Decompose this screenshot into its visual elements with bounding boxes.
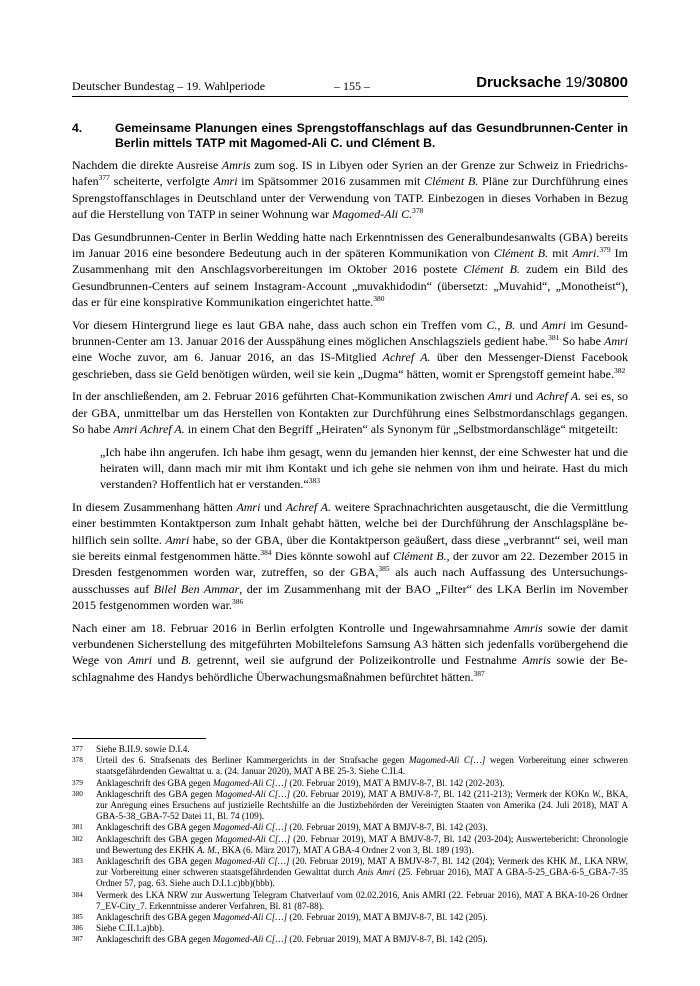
text-run: In der anschließenden, am 2. Februar 2016 geführten Chat-Kommunikation zwischen: [72, 389, 488, 404]
footnote: [72, 856, 628, 890]
page-header: [72, 76, 628, 97]
footnote-number: 387: [72, 935, 83, 944]
text-run: (20. Februar 2019), MAT A BMJV-8-7, Bl. 142 (205).: [287, 912, 488, 923]
text-run: , der im Zusammenhang mit der BAO „Filter“ des LKA Berlin im November 2015 festgenommen worden war.: [72, 581, 628, 613]
paragraph-6: [72, 620, 628, 686]
name-run: Bilel Ben Ammar: [153, 581, 240, 596]
name-run: Amri: [236, 499, 261, 514]
footnote-number: 385: [72, 913, 83, 922]
page-number: – 155 –: [334, 79, 370, 93]
document-number: [476, 74, 628, 91]
footnote-text: [96, 923, 628, 934]
section-number: 4.: [72, 121, 83, 135]
name-run: Amri: [487, 389, 512, 404]
text-run: im Gesundbrunnen-Center am 13. Januar 2016 der Ausspähung eines möglichen Anschlagsziels gedient habe.: [72, 317, 629, 349]
name-run: Amri: [165, 532, 190, 547]
text-run: Siehe B.II.9. sowie D.I.4.: [96, 744, 190, 754]
block-quote: [100, 444, 628, 493]
footnote-text: [96, 778, 628, 789]
name-run: Achref A.: [285, 499, 331, 514]
footnote-ref: 387: [473, 668, 485, 678]
paragraph-4: [72, 388, 628, 437]
text-run: , BKA (6. März 2017), MAT A GBA-4 Ordner 2 von 3, Bl. 189 (193).: [217, 844, 474, 855]
footnote-text: [96, 834, 628, 856]
name-run: Amri: [541, 317, 566, 332]
footnote: [72, 934, 628, 945]
name-run: Amri: [213, 174, 238, 189]
footnote-ref: 382: [613, 365, 626, 375]
name-run: B.: [180, 653, 192, 668]
name-run: Amris: [522, 653, 551, 668]
text-run: , der zuvor am 22. Dezember 2015 in Dresden festgenommen worden war, zutreffen, so der GBA,: [72, 548, 628, 580]
footnote-ref: 378: [412, 206, 424, 216]
footnote-ref: 385: [378, 564, 390, 574]
text-run: sowie der Beschlagnahme des Handys behördliche Überwachungsmaßnahmen befürchtet hätten.: [72, 653, 628, 684]
name-run: Clément B.: [424, 174, 479, 189]
text-run: Anklageschrift des GBA gegen: [96, 856, 215, 867]
footnote-ref: 377: [98, 173, 110, 183]
footnote-ref: 383: [308, 476, 320, 486]
footnote-number: 383: [72, 857, 83, 866]
text-run: habe, so der GBA, über die Kontaktperson geäußert, dass diese „verbrannt“ sei, weil man sie bereits einmal festgenommen hätte.: [72, 532, 628, 563]
name-run: Magomed-Ali C[…]: [212, 822, 288, 833]
footnote-ref: 384: [260, 547, 272, 557]
quote-text: „Ich habe ihn angerufen. Ich habe ihm gesagt, wenn du jemanden hier kennst, der eine Schwester hat und die heiraten will, dann mach mir mit ihm Kontakt und ich gehe sie nehmen von ihm und heirate. Hast du mich verstanden? Hoffentlich hat er verstanden.“: [100, 444, 628, 492]
text-run: (20. Februar 2019), MAT A BMJV-8-7, Bl. 142 (204); Vermerk des KHK: [289, 856, 570, 867]
name-run: Achref A.: [382, 350, 431, 365]
footnote-text: [96, 856, 628, 890]
name-run: Magomed-Ali C[…]: [215, 788, 291, 799]
name-run: Amri Achref A.: [113, 422, 185, 437]
text-run: Vor diesem Hintergrund liege es laut GBA nahe, dass auch schon ein Treffen vom: [72, 317, 487, 332]
text-run: zudem ein Bild des Gesundbrunnen-Centers auf seinem Instagram-Account „muvakhidodin“ (übersetzt: „Muvahid“, „Monotheist“), das er für eine konspirative Kommunikation eingerichtet hatte.: [72, 262, 628, 310]
footnote-text: [96, 934, 628, 945]
text-run: Nachdem die direkte Ausreise: [72, 158, 222, 172]
document-number-prefix: Drucksache: [476, 74, 566, 91]
name-run: Magomed-Ali C[…]: [212, 777, 288, 788]
name-run: Clément B.: [392, 548, 447, 563]
footnote-number: 382: [72, 834, 83, 843]
section-heading: [72, 121, 628, 151]
footnote-ref: 380: [373, 294, 385, 304]
text-run: im Spätsommer 2016 zusammen mit: [237, 174, 425, 189]
document-number-period: 19/: [565, 74, 587, 91]
name-run: M.: [569, 856, 580, 867]
footnote-divider: [72, 738, 206, 739]
footnote-list: [72, 744, 628, 946]
paragraph-3: [72, 317, 628, 383]
text-run: getrennt, weil sie aufgrund der Polizeikontrolle und Festnahme: [191, 653, 523, 668]
text-run: wegen Vorbereitung einer schweren staatsgefährdenden Gewalttat u. a. (24. Januar 2020), MAT A BE 25-3. Siehe C.II.4.: [96, 755, 628, 777]
footnote: [72, 923, 628, 934]
text-run: Das Gesundbrunnen-Center in Berlin Wedding hatte nach Erkenntnissen des Generalbundesanwalts (GBA) bereits im Januar 2016 eine besondere Bedeutung auch in der späteren Kommunikation von: [72, 229, 628, 261]
text-run: Anklageschrift des GBA gegen: [96, 788, 216, 799]
footnote-number: 378: [72, 756, 83, 765]
footnote-text: [96, 912, 628, 923]
header-left: Deutscher Bundestag – 19. Wahlperiode: [72, 79, 266, 93]
footnote: [72, 744, 628, 755]
text-run: und: [511, 389, 537, 404]
text-run: zum sog. IS in Libyen oder Syrien an der Grenze zur Schweiz in Friedrichshafen: [72, 158, 628, 189]
name-run: Magomed-Ali C[…]: [212, 912, 288, 923]
text-run: eine Woche zuvor, am 6. Januar 2016, an das IS-Mitglied: [72, 350, 383, 365]
text-run: Pläne zur Durchführung eines Sprengstoffanschlages in Deutschland unter der Verwendung von TATP. Einbezogen in dieses Vorhaben in Bezug auf die Herstellung von TATP in seiner Wohnung war: [72, 174, 629, 222]
text-run: Urteil des 6. Strafsenats des Berliner Kammergerichts in der Strafsache gegen: [96, 755, 409, 766]
footnote-text: [96, 890, 628, 912]
text-run: Anklageschrift des GBA gegen: [96, 912, 213, 923]
text-run: Anklageschrift des GBA gegen: [96, 934, 213, 945]
text-run: (20. Februar 2019), MAT A BMJV-8-7, Bl. 142 (203-204); Auswertebericht: Chronologie und Bewertung des EKHK: [96, 833, 629, 855]
text-run: ,: [497, 317, 505, 332]
section-title: Gemeinsame Planungen eines Sprengstoffanschlags auf das Gesundbrunnen-Center in Berlin mittels TATP mit Magomed-Ali C. und Clément B.: [115, 121, 628, 150]
name-run: Magomed-Ali C[…]: [408, 755, 486, 766]
text-run: So habe: [559, 334, 604, 349]
text-run: Anklageschrift des GBA gegen: [96, 822, 213, 833]
text-run: mit: [548, 246, 573, 261]
text-run: (20. Februar 2019), MAT A BMJV-8-7, Bl. 142 (211-213); Vermerk der KOKn: [290, 788, 593, 799]
text-run: Nach einer am 18. Februar 2016 in Berlin erfolgten Kontrolle und Ingewahrsamnahme: [72, 620, 515, 635]
footnote: [72, 834, 628, 856]
footnote: [72, 778, 628, 789]
text-run: Siehe C.II.1.a)bb).: [96, 923, 165, 934]
name-run: B.: [504, 317, 516, 332]
text-run: , BKA, zur Anregung eines Ersuchens auf justizielle Rechtshilfe an die Justizbehörden der Vereinigten Staaten von Amerika (24. Juli 2018), MAT A GBA-5-38_GBA-7-52 Datei 11, Bl. 74 (109).: [96, 788, 629, 822]
footnote-ref: 381: [548, 333, 560, 343]
text-run: scheiterte, verfolgte: [109, 174, 214, 189]
name-run: Amris: [221, 158, 251, 172]
footnote-number: 384: [72, 890, 83, 899]
text-run: und: [515, 317, 542, 332]
name-run: Clément B.: [463, 262, 520, 277]
footnote: [72, 912, 628, 923]
text-run: sowie der damit verbundenen Sicherstellung des mitgeführten Mobiltelefons Samsung A3 hätten sich jedenfalls vorübergehend die Wege von: [72, 620, 628, 668]
footnote: [72, 755, 628, 777]
name-run: Amri: [127, 653, 152, 668]
text-run: (20. Februar 2019), MAT A BMJV-8-7, Bl. 142 (202-203).: [287, 777, 505, 788]
text-run: über den Messenger-Dienst Facebook geschrieben, dass sie Geld benötigen würden, weil sie kein „Dugma“ hätten, womit er Sprengstoff gemeint habe.: [72, 350, 629, 381]
paragraph-5: [72, 499, 628, 614]
text-run: in einem Chat den Begriff „Heiraten“ als Synonym für „Selbstmordanschläge“ mitgeteilt:: [184, 422, 619, 437]
name-run: Magomed-Ali C[…]: [215, 833, 291, 844]
footnote-number: 380: [72, 789, 83, 798]
name-run: Amri: [572, 246, 597, 261]
text-run: (20. Februar 2019), MAT A BMJV-8-7, Bl. 142 (203).: [287, 822, 488, 833]
paragraph-2: [72, 229, 628, 311]
footnote-ref: 386: [231, 597, 244, 607]
name-run: Amri: [604, 334, 628, 349]
name-run: Clément B.: [493, 246, 549, 261]
name-run: C.: [486, 317, 498, 332]
footnote-number: 377: [72, 745, 83, 753]
name-run: W.: [592, 788, 602, 799]
name-run: Anis Amri: [357, 867, 396, 878]
paragraph-1: [72, 157, 628, 223]
name-run: A. M.: [197, 844, 218, 855]
text-run: .: [596, 246, 600, 261]
footnote: [72, 822, 628, 833]
footnote-text: [96, 755, 628, 777]
footnote-text: [96, 744, 628, 755]
text-run: weitere Sprachnachrichten ausgetauscht, die die Vermittlung einer bestimmten Kontaktperson zum Inhalt gehabt hätten, welche bei der Durchführung der Anschlagspläne behilflich sein sollte.: [72, 499, 629, 547]
text-run: und: [151, 653, 181, 668]
text-run: als auch nach Auffassung des Untersuchungsausschusses auf: [72, 565, 628, 596]
name-run: Achref A.: [536, 389, 582, 404]
footnote-number: 381: [72, 823, 83, 832]
text-run: Dies könnte sowohl auf: [271, 548, 393, 563]
text-run: Im Zusammenhang mit den Anschlagsvorbereitungen im Oktober 2016 postete: [72, 246, 628, 277]
footnote: [72, 890, 628, 912]
footnote-ref: 379: [599, 245, 611, 255]
document-number-id: 30800: [586, 74, 628, 91]
name-run: Magomed-Ali C[…]: [212, 934, 288, 945]
name-run: Magomed-Ali C[…]: [214, 856, 290, 867]
main-text: [72, 121, 628, 691]
footnote: [72, 789, 628, 823]
footnote-text: [96, 789, 628, 823]
text-run: Anklageschrift des GBA gegen: [96, 777, 213, 788]
text-run: sei es, so der GBA, unmittelbar um das Herstellen von Kontakten zur Durchführung eines Selbstmordanschlags gegangen. So habe: [72, 389, 629, 437]
text-run: Vermerk des LKA NRW zur Auswertung Telegram Chatverlauf vom 02.02.2016, Anis AMRI (22. Februar 2016), MAT A BKA-10-26 Ordner 7_EV-City_7. Erkenntnisse anderer Verfahren, Bl. 81 (87-88).: [96, 889, 628, 911]
footnote-number: 386: [72, 924, 83, 933]
text-run: (20. Februar 2019), MAT A BMJV-8-7, Bl. 142 (205).: [287, 934, 488, 945]
text-run: (25. Februar 2016), MAT A GBA-5-25_GBA-6-5_GBA-7-35 Ordner 57, pag. 63. Siehe auch D.I.1.c)bb)(bbb).: [96, 867, 629, 889]
text-run: und: [260, 499, 286, 514]
footnote-number: 379: [72, 778, 83, 787]
text-run: Anklageschrift des GBA gegen: [96, 833, 216, 844]
footnote-text: [96, 822, 628, 833]
text-run: , LKA NRW, zur Vorbereitung einer schweren staatsgefährdenden Gewalttat durch: [96, 856, 628, 878]
text-run: In diesem Zusammenhang hätten: [72, 499, 237, 514]
name-run: Amris: [514, 620, 543, 635]
name-run: Magomed-Ali C.: [332, 207, 413, 222]
